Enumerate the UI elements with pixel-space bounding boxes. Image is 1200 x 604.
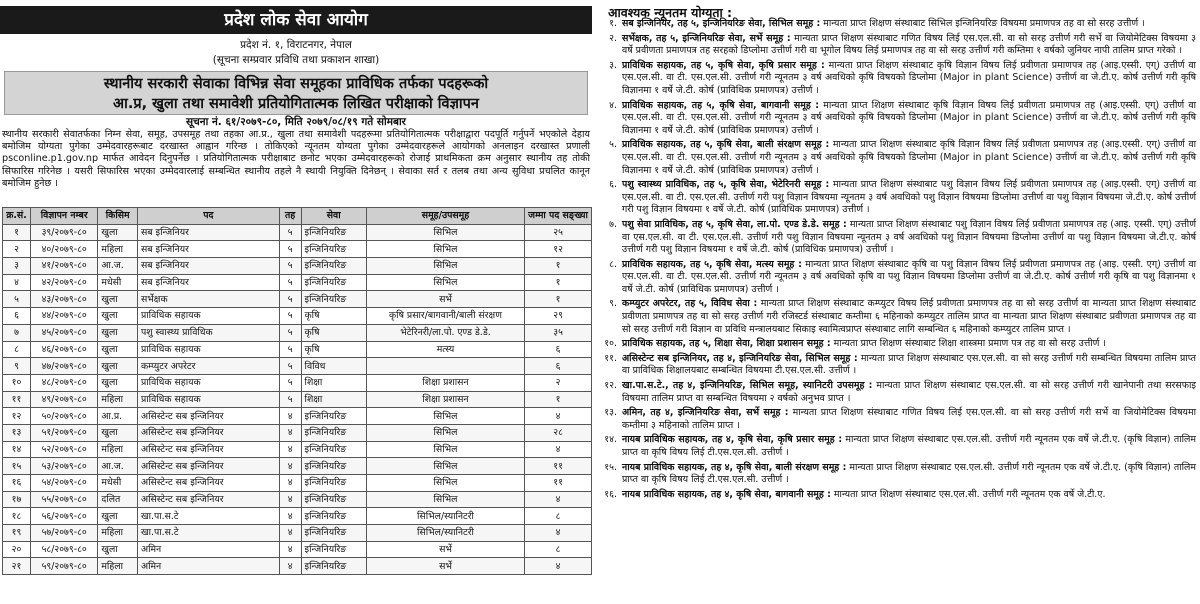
requirement-post-title: नायब प्राविधिक सहायक, तह ४, कृषि सेवा, बाली संरक्षण समूह : [622,461,847,473]
table-cell: ६ [525,358,592,375]
table-cell: इन्जिनियरिङ [301,274,366,291]
table-cell: ५५/२०७९-८० [30,491,97,508]
table-cell: ५ [279,391,301,408]
table-cell: इन्जिनियरिङ [301,224,366,241]
commission-title: प्रदेश लोक सेवा आयोग [0,6,592,34]
table-cell: इन्जिनियरिङ [301,291,366,308]
table-cell: २१ [3,558,31,575]
requirement-description: मान्यता प्राप्त शिक्षण संस्थाबाट एस.एल.सी. उत्तीर्ण गरी न्यूनतम एक वर्षे जे.टी.ए. (कृषि विज्ञान) तालिम प्राप्त वा कृषि विषय लिई टी.एस.एल.सी. उत्तीर्ण । [622,434,1196,458]
table-row [3,241,592,258]
requirement-text [622,434,1196,459]
requirement-text [622,259,1196,297]
table-cell: ४३/२०७९-८० [30,291,97,308]
requirement-number: ६. [609,179,617,191]
requirement-description: मान्यता प्राप्त शिक्षण संस्थाबाट सिभिल इन्जिनियरिङ विषयमा प्रमाणपत्र तह वा सो सरह उत्तीर्ण । [820,18,1145,29]
table-cell: ५२/२०७९-८० [30,441,97,458]
requirement-post-title: प्राविधिक सहायक, तह ५, कृषि सेवा, मत्स्य समूह : [622,258,802,270]
table-cell: प्राविधिक सहायक [137,308,279,325]
table-cell: ४८/२०७९-८० [30,374,97,391]
requirement-post-title: अमिन, तह ४, इन्जिनियरिङ सेवा, सर्भे समूह : [622,407,789,419]
table-cell: महिला [98,441,138,458]
table-cell: महिला [98,525,138,542]
table-cell: विविध [301,358,366,375]
table-cell: ४ [525,558,592,575]
table-cell: १६ [3,475,31,492]
table-cell: असिस्टेन्ट सब इन्जिनियर [137,491,279,508]
table-cell: सिभिल [366,241,524,258]
table-cell: इन्जिनियरिङ [301,408,366,425]
table-cell: असिस्टेन्ट सब इन्जिनियर [137,458,279,475]
requirements-title: आवश्यक न्यूनतम योग्यता : [608,5,733,20]
table-cell: इन्जिनियरिङ [301,558,366,575]
requirement-item [596,298,1196,336]
table-row [3,291,592,308]
heading-line-2: आ.प्र, खुला तथा समावेशी प्रतियोगितात्मक लिखित परीक्षाको विज्ञापन [113,96,479,112]
table-cell: ५ [279,324,301,341]
table-row [3,541,592,558]
commission-section: (सूचना सम्प्रवार प्रविधि तथा प्रकाशन शाखा) [212,54,380,66]
requirement-text [622,407,1196,432]
requirement-post-title: प्राविधिक सहायक, तह ५, शिक्षा सेवा, शिक्षा प्रशासन समूह : [622,338,831,350]
table-row [3,258,592,275]
table-cell: ५ [279,258,301,275]
requirement-text [622,353,1196,378]
table-cell: १९ [3,525,31,542]
requirement-number: ११. [604,352,617,364]
requirement-description: मान्यता प्राप्त शिक्षण संस्थाबाट एस.एल.सी. वा सो सरह उत्तीर्ण गरी खानेपानी तथा सरसफाइ विषयमा तालिम प्राप्त वा सम्बन्धित विषयमा २ वर्षको अनुभव प्राप्त । [622,380,1196,404]
table-cell: महिला [98,241,138,258]
table-cell: महिला [98,558,138,575]
requirement-description: मान्यता प्राप्त शिक्षण संस्थाबाट कम्प्युटर विषय लिई प्रवीणता प्रमाणपत्र तह वा सो सरह उत्तीर्ण वा मान्यता प्राप्त शिक्षण संस्थाबाट प्रवीणता प्रमाणपत्र तह वा सो सरह उत्तीर्ण गरी रजिस्टर्ड संस्थाबाट कम्तीमा ६ महिनाको कम्प्युटर तालिम प्राप्त वा मान्यता प्राप्त शिक्षण संस्थाबाट प्रवीणता प्रमाणपत्र तह वा सो सरह उत्तीर्ण गरी विज्ञान वा प्रविधि मन्त्रालयबाट सिकाइ स्वामित्वप्राप्त संस्थाबाट लागि सम्बन्धित ६ महिनाको कम्प्युटर तालिम प्राप्त । [622,298,1196,335]
table-cell: २५ [525,224,592,241]
table-cell: आ.ज. [98,258,138,275]
table-cell: सिभिल [366,475,524,492]
requirement-number: १२. [604,380,617,392]
table-cell: सर्भे [366,291,524,308]
requirement-item [596,353,1196,378]
requirement-item [596,33,1196,58]
requirement-item [596,434,1196,459]
table-cell: ४४/२०७९-८० [30,308,97,325]
table-cell: मधेसी [98,475,138,492]
table-cell: ४ [525,408,592,425]
table-cell: ६ [525,341,592,358]
requirements-right-column [596,0,1200,604]
table-cell: प्राविधिक सहायक [137,341,279,358]
table-cell: ९ [3,358,31,375]
table-cell: अमिन [137,541,279,558]
requirement-post-title: नायब प्राविधिक सहायक, तह ४, कृषि सेवा, कृषि प्रसार समूह : [622,434,843,446]
table-cell: सब इन्जिनियर [137,241,279,258]
table-cell: असिस्टेन्ट सब इन्जिनियर [137,441,279,458]
table-cell: २ [3,241,31,258]
table-cell: खुला [98,374,138,391]
requirement-item [596,338,1196,351]
requirement-post-title: पशु स्वास्थ्य प्राविधिक, तह ५, कृषि सेवा, भेटेरिनरी समूह : [622,179,830,191]
table-cell: १० [3,374,31,391]
table-cell: इन्जिनियरिङ [301,441,366,458]
table-cell: १ [525,291,592,308]
requirement-post-title: कम्प्युटर अपरेटर, तह ५, विविध सेवा : [622,298,758,310]
table-cell: सिभिल [366,258,524,275]
table-cell: सिभिल [366,441,524,458]
requirement-post-title: असिस्टेन्ट सब इन्जिनियर, तह ४, इन्जिनियरिङ सेवा, सिभिल समूह : [622,352,858,364]
table-cell: ३९/२०७९-८० [30,224,97,241]
table-cell: ५३/२०७९-८० [30,458,97,475]
notice-number: सूचना नं. ६१/२०७९-८०, मिति २०७९/०८/१९ गते सोमबार [186,116,406,128]
requirement-number: १४. [604,434,617,446]
requirement-post-title: नायब प्राविधिक सहायक, तह ४, कृषि सेवा, बागवानी समूह : [622,488,831,500]
requirement-text [622,380,1196,405]
requirement-item [596,489,1196,502]
requirement-description: मान्यता प्राप्त शिक्षण संस्थाबाट कृषि विज्ञान विषय लिई प्रवीणता प्रमाणपत्र तह (आइ.एस्सी. एग्) उत्तीर्ण वा एस.एल.सी. वा टी. एस.एल.सी. उत्तीर्ण गरी न्यूनतम ३ वर्ष अवधिको कृषि विषयको डिप्लोमा (Major in plant Science) उत्तीर्ण वा जे.टी.ए. कोर्ष उत्तीर्ण गरी कृषि विज्ञानमा १ वर्षे जे.टी. कोर्ष (प्राविधिक प्रमाणपत्र) उत्तीर्ण । [622,59,1196,96]
table-cell: ११ [3,391,31,408]
table-cell: ५९/२०७९-८० [30,558,97,575]
table-cell: सब इन्जिनियर [137,258,279,275]
requirement-text [622,179,1196,217]
table-cell: कृषि [301,341,366,358]
table-cell: ४९/२०७९-८० [30,391,97,408]
table-cell: सिभिल [366,458,524,475]
table-cell: खुला [98,341,138,358]
table-cell: ४ [525,441,592,458]
table-cell: खुला [98,541,138,558]
table-header-cell: किसिम [98,208,138,225]
requirement-text [622,489,1196,502]
table-cell: ५ [279,241,301,258]
table-cell: असिस्टेन्ट सब इन्जिनियर [137,424,279,441]
requirement-number: १. [609,18,617,29]
table-cell: कृषि [301,308,366,325]
table-cell: ४ [279,525,301,542]
table-cell: ४ [279,408,301,425]
table-row [3,525,592,542]
table-header-cell: पद [137,208,279,225]
table-row [3,408,592,425]
table-cell: कम्प्युटर अपरेटर [137,358,279,375]
table-cell: पशु स्वास्थ्य प्राविधिक [137,324,279,341]
table-cell: ३५ [525,324,592,341]
requirement-text [622,60,1196,98]
requirement-description: मान्यता प्राप्त शिक्षण संस्थाबाट एस.एल.सी. वा सो सरह उत्तीर्ण गरी सम्बन्धित विषयमा तालिम प्राप्त वा प्राविधिक शिक्षालयबाट सम्बन्धित विषयमा टी.एस.एल.सी. उत्तीर्ण । [622,352,1196,377]
table-cell: शिक्षा [301,391,366,408]
table-cell: सिभिल [366,491,524,508]
table-cell: सर्भे [366,541,524,558]
table-cell: कृषि [301,324,366,341]
requirement-description: मान्यता प्राप्त शिक्षण संस्थाबाट कृषि विज्ञान विषय लिई प्रवीणता प्रमाणपत्र तह (आइ.एस्सी. एग्) उत्तीर्ण वा एस.एल.सी. वा टी. एस.एल.सी. उत्तीर्ण गरी न्यूनतम ३ वर्ष अवधिको कृषि विषयको डिप्लोमा (Major in plant Science) उत्तीर्ण वा जे.टी.ए. कोर्ष उत्तीर्ण गरी कृषि विज्ञानमा १ वर्षे जे.टी. कोर्ष (प्राविधिक प्रमाणपत्र) उत्तीर्ण । [622,99,1197,136]
table-cell: ४ [279,508,301,525]
table-header-cell: सेवा [301,208,366,225]
table-cell: १७ [3,491,31,508]
table-cell: इन्जिनियरिङ [301,424,366,441]
table-cell: ४१/२०७९-८० [30,258,97,275]
requirement-number: १०. [604,338,617,350]
table-cell: महिला [98,391,138,408]
requirement-item [596,60,1196,98]
table-cell: खा.पा.स.टे [137,525,279,542]
intro-paragraph: स्थानीय सरकारी सेवातर्फका निम्न सेवा, समूह, उपसमूह तथा तहका आ.प्र., खुला तथा समावेशी पदहरूमा प्रतियोगितात्मक परीक्षाद्वारा पदपूर्ति गर्नुपर्ने भएकोले देहाय बमोजिम योग्यता पुगेका उम्मेदवारहरूबाट दरखास्त आह्वान गरिन्छ । तोकिएको न्यूनतम योग्यता पुगेका उम्मेदवारहरूले आयोगको अनलाइन दरखास्त प्रणाली psconline.p1.gov.np मार्फत आवेदन दिनुपर्नेछ । प्रतियोगितात्मक परीक्षाबाट छनोट भएका उम्मेदवारहरूको रोजाई प्राथमिकता क्रम अनुसार स्थानीय तह तोकी सिफारिस गरिनेछ । यसरी सिफारिस भएका उम्मेदवारलाई सम्बन्धित स्थानीय तहले नै स्थायी नियुक्ति दिनेछन् । सेवाका सर्त र तलब तथा अन्य सुविधा प्रचलित कानून बमोजिम हुनेछ । [2,129,590,189]
table-row [3,324,592,341]
table-row [3,358,592,375]
table-cell: शिक्षा प्रशासन [366,374,524,391]
requirement-number: २. [609,32,617,44]
table-cell: सिभिल [366,424,524,441]
requirement-text [622,139,1196,177]
table-row [3,491,592,508]
table-cell: ५८/२०७९-८० [30,541,97,558]
table-cell: सब इन्जिनियर [137,224,279,241]
requirement-post-title: सब इन्जिनियर, तह ५, इन्जिनियरिङ सेवा, सिभिल समूह : [622,18,821,29]
table-cell: ५ [279,374,301,391]
table-cell: असिस्टेन्ट सब इन्जिनियर [137,475,279,492]
table-cell: खुला [98,224,138,241]
table-cell: ४ [525,491,592,508]
table-cell: इन्जिनियरिङ [301,525,366,542]
table-cell: ४६/२०७९-८० [30,341,97,358]
table-cell: खा.पा.स.टे [137,508,279,525]
table-cell: शिक्षा प्रशासन [366,391,524,408]
requirement-text [622,462,1196,487]
requirement-description: मान्यता प्राप्त शिक्षण संस्थाबाट शिक्षा शास्त्रमा प्रमाण पत्र तह वा सो सरह उत्तीर्ण । [830,338,1106,350]
table-header-cell: विज्ञापन नम्बर [30,208,97,225]
table-cell: ५ [279,224,301,241]
table-cell: सर्भे [366,558,524,575]
table-cell: ५ [3,291,31,308]
table-header-cell: क्र.सं. [3,208,31,225]
table-cell: सिभिल/स्यानिटरी [366,508,524,525]
table-cell: १५ [3,458,31,475]
requirement-description: मान्यता प्राप्त शिक्षण संस्थाबाट गणित विषय लिई एस.एल.सी. वा सो सरह उत्तीर्ण गरी सर्भे वा जियोमेटिक्स विषयमा ३ वर्षे प्रवीणता प्रमाणपत्र तह सरहको डिप्लोमा उत्तीर्ण गरी वा भूगोल विषय लिई प्रमाणपत्र तह वा सो सरह उत्तीर्ण गरी कम्तिमा १ वर्षको जुनियर नापी तालिम प्राप्त गरेको । [622,32,1196,57]
requirement-description: मान्यता प्राप्त शिक्षण संस्थाबाट पशु विज्ञान विषय लिई प्रवीणता प्रमाणपत्र तह (आइ. एस्सी. एग्) उत्तीर्ण वा एस.एल.सी. वा टी. एस.एल.सी. उत्तीर्ण गरी पशु विज्ञान विषयमा न्यूनतम ३ वर्ष अवधिको पशु विज्ञान विषयमा डिप्लोमा उत्तीर्ण वा पशु विज्ञान विषयमा जे.टी.ए. कोर्ष उत्तीर्ण गरी पशु विज्ञान विषयमा १ वर्षे जे.टी. कोर्ष (प्राविधिक प्रमाणपत्र) उत्तीर्ण । [622,218,1196,256]
table-cell: इन्जिनियरिङ [301,475,366,492]
requirement-item [596,139,1196,177]
table-cell: २ [525,374,592,391]
table-cell: सिभिल [366,274,524,291]
table-cell: सिभिल/स्यानिटरी [366,525,524,542]
table-cell: ४५/२०७९-८० [30,324,97,341]
table-cell: खुला [98,508,138,525]
table-cell: १२ [525,241,592,258]
table-cell: इन्जिनियरिङ [301,541,366,558]
requirement-item [596,219,1196,257]
table-cell: सर्भेक्षक [137,291,279,308]
table-cell: अमिन [137,558,279,575]
table-cell: १२ [3,408,31,425]
table-cell: २९ [525,308,592,325]
table-cell: १ [525,258,592,275]
requirement-post-title: प्राविधिक सहायक, तह ५, कृषि सेवा, बागवानी समूह : [622,99,820,111]
table-cell: १४ [3,441,31,458]
commission-address: प्रदेश नं. १, विराटनगर, नेपाल [240,39,352,51]
table-cell: ५ [279,291,301,308]
table-cell: इन्जिनियरिङ [301,458,366,475]
table-cell: ५०/२०७९-८० [30,408,97,425]
table-cell: ४ [525,525,592,542]
table-cell: इन्जिनियरिङ [301,241,366,258]
requirement-description: मान्यता प्राप्त शिक्षण संस्थाबाट एस.एल.सी. उत्तीर्ण गरी न्यूनतम एक वर्षे जे.टी.ए. [830,488,1106,500]
table-cell: असिस्टेन्ट सब इन्जिनियर [137,408,279,425]
requirement-text [622,18,1196,31]
table-cell: प्राविधिक सहायक [137,374,279,391]
table-header-cell: तह [279,208,301,225]
table-cell: खुला [98,308,138,325]
requirement-description: मान्यता प्राप्त शिक्षण संस्थाबाट गणित विषय लिई एस.एल.सी. वा सो सरह उत्तीर्ण गरी सर्भे वा जियोमेटिक्स विषयमा कम्तीमा ३ महिनाको तालिम प्राप्त । [622,407,1197,431]
table-cell: १३ [3,424,31,441]
table-cell: इन्जिनियरिङ [301,491,366,508]
table-cell: ४ [279,558,301,575]
table-row [3,424,592,441]
table-cell: खुला [98,324,138,341]
table-cell: २० [3,541,31,558]
requirement-text [622,100,1196,138]
table-cell: खुला [98,358,138,375]
requirement-item [596,380,1196,405]
table-cell: ८ [3,341,31,358]
posts-table [2,207,592,575]
table-cell: ५१/२०७९-८० [30,424,97,441]
table-cell: १ [3,224,31,241]
table-row [3,475,592,492]
table-header-row [3,208,592,225]
table-cell: ५६/२०७९-८० [30,508,97,525]
table-cell: ११ [525,458,592,475]
table-cell: ४०/२०७९-८० [30,241,97,258]
table-body [3,224,592,574]
table-cell: शिक्षा [301,374,366,391]
heading-line-1: स्थानीय सरकारी सेवाका विभिन्न सेवा समूहका प्राविधिक तर्फका पदहरूको [103,76,489,92]
requirement-number: १५. [604,461,617,473]
table-row [3,508,592,525]
requirement-number: ७. [609,218,617,230]
table-cell: ६ [3,308,31,325]
table-cell: ७ [3,324,31,341]
requirement-text [622,219,1196,257]
requirement-number: ४. [609,99,617,111]
table-cell: १ [525,391,592,408]
table-cell: भेटेरिनरी/ला.पो. एण्ड डे.डे. [366,324,524,341]
advertisement-left-column [0,0,592,604]
requirement-post-title: सर्भेक्षक, तह ५, इन्जिनियरिङ सेवा, सर्भे समूह : [622,32,791,44]
table-cell: सिभिल [366,408,524,425]
table-cell: मधेसी [98,274,138,291]
requirement-description: मान्यता प्राप्त शिक्षण संस्थाबाट पशु विज्ञान विषय लिई प्रवीणता प्रमाणपत्र तह (आइ.एस्सी. एग्) उत्तीर्ण वा एस.एल.सी. वा टी. एस.एल.सी. उत्तीर्ण गरी पशु विज्ञान विषयमा न्यूनतम ३ वर्ष अवधिको पशु विज्ञान विषयमा डिप्लोमा उत्तीर्ण वा पशु विज्ञान विषयमा जे.टी.ए. कोर्ष उत्तीर्ण गरी पशु विज्ञान विषयमा १ वर्षे जे.टी. कोर्ष (प्राविधिक प्रमाणपत्र) उत्तीर्ण । [622,179,1196,216]
table-cell: ४७/२०७९-८० [30,358,97,375]
requirement-item [596,18,1196,31]
requirement-number: ३. [609,59,617,71]
table-cell: ५ [279,341,301,358]
table-row [3,441,592,458]
table-cell: कृषि प्रसार/बागवानी/बाली संरक्षण [366,308,524,325]
requirement-text [622,33,1196,58]
table-cell: ८ [525,541,592,558]
table-cell: ४ [3,274,31,291]
table-cell [366,358,524,375]
table-header-cell: समूह/उपसमूह [366,208,524,225]
requirement-item [596,179,1196,217]
table-row [3,224,592,241]
table-header-cell: जम्मा पद सङ्ख्या [525,208,592,225]
table-cell: ५ [279,274,301,291]
table-row [3,274,592,291]
table-cell: ४ [279,475,301,492]
table-cell: ११ [525,475,592,492]
table-cell: आ.ज. [98,458,138,475]
table-cell: मत्स्य [366,341,524,358]
table-row [3,308,592,325]
table-cell: ४ [279,541,301,558]
advertisement-heading [4,71,588,115]
requirement-item [596,100,1196,138]
requirement-description: मान्यता प्राप्त शिक्षण संस्थाबाट कृषि विज्ञान विषय लिई प्रवीणता प्रमाणपत्र तह (आइ.एस्सी. एग्) उत्तीर्ण वा एस.एल.सी. वा टी. एस.एल.सी. उत्तीर्ण गरी न्यूनतम ३ वर्ष अवधिको कृषि विषयको डिप्लोमा (Major in plant Science) उत्तीर्ण वा जे.टी.ए. कोर्ष उत्तीर्ण गरी कृषि विज्ञानमा १ वर्षे जे.टी. कोर्ष (प्राविधिक प्रमाणपत्र) उत्तीर्ण । [622,139,1197,176]
table-cell: १८ [3,508,31,525]
table-cell: ४ [279,458,301,475]
requirement-post-title: प्राविधिक सहायक, तह ५, कृषि सेवा, बाली संरक्षण समूह : [622,139,830,151]
requirement-number: ५. [609,139,617,151]
table-cell: इन्जिनियरिङ [301,508,366,525]
requirement-description: मान्यता प्राप्त शिक्षण संस्थाबाट एस.एल.सी. उत्तीर्ण गरी न्यूनतम एक वर्षे जे.टी.ए. (कृषि विज्ञान) तालिम प्राप्त वा कृषि विषय लिई टी.एस.एल.सी. उत्तीर्ण । [622,461,1196,486]
table-row [3,391,592,408]
requirement-description: मान्यता प्राप्त शिक्षण संस्थाबाट कृषि वा पशु विज्ञान विषय लिई प्रवीणता प्रमाणपत्र तह (आइ. एस्सी. एग्) उत्तीर्ण वा एस.एल.सी. वा टी. एस.एल.सी. उत्तीर्ण गरी न्यूनतम ३ वर्ष अवधिको कृषि वा पशु विज्ञान विषयमा डिप्लोमा उत्तीर्ण वा जे.टी.ए. कोर्ष उत्तीर्ण गरी कृषि वा पशु विज्ञानमा १ वर्षे जे.टी. कोर्ष (प्राविधिक प्रमाणपत्र) उत्तीर्ण । [622,258,1197,295]
table-cell: इन्जिनियरिङ [301,258,366,275]
table-cell: १ [525,274,592,291]
requirement-post-title: पशु सेवा प्राविधिक, तह ५, कृषि सेवा, ला.पो. एण्ड डे.डे. समूह : [622,218,847,230]
requirements-list [596,18,1196,503]
table-cell: ४ [279,491,301,508]
table-cell: ५ [279,358,301,375]
table-cell: २८ [525,424,592,441]
table-cell: प्राविधिक सहायक [137,391,279,408]
requirement-item [596,462,1196,487]
requirement-item [596,259,1196,297]
requirement-post-title: प्राविधिक सहायक, तह ५, कृषि सेवा, कृषि प्रसार समूह : [622,59,825,71]
requirement-text [622,298,1196,336]
table-cell: ४२/२०७९-८० [30,274,97,291]
requirement-text [622,338,1196,351]
table-cell: खुला [98,424,138,441]
table-row [3,458,592,475]
table-cell: ५७/२०७९-८० [30,525,97,542]
requirement-number: ८. [609,258,617,270]
table-row [3,374,592,391]
requirement-number: ९. [609,298,617,310]
table-cell: खुला [98,291,138,308]
table-cell: ५४/२०७९-८० [30,475,97,492]
table-row [3,558,592,575]
table-cell: ५ [279,308,301,325]
table-cell: ४ [279,424,301,441]
requirement-number: १३. [604,407,617,419]
requirement-item [596,407,1196,432]
table-cell: दलित [98,491,138,508]
table-cell: ८ [525,508,592,525]
table-cell: ३ [3,258,31,275]
requirement-post-title: खा.पा.स.टे., तह ४, इन्जिनियरिङ, सिभिल समूह, स्यानिटरी उपसमूह : [622,380,873,392]
requirement-number: १६. [604,488,617,500]
table-cell: आ.प्र. [98,408,138,425]
table-row [3,341,592,358]
table-cell: सब इन्जिनियर [137,274,279,291]
table-cell: ४ [279,441,301,458]
table-cell: सिभिल [366,224,524,241]
